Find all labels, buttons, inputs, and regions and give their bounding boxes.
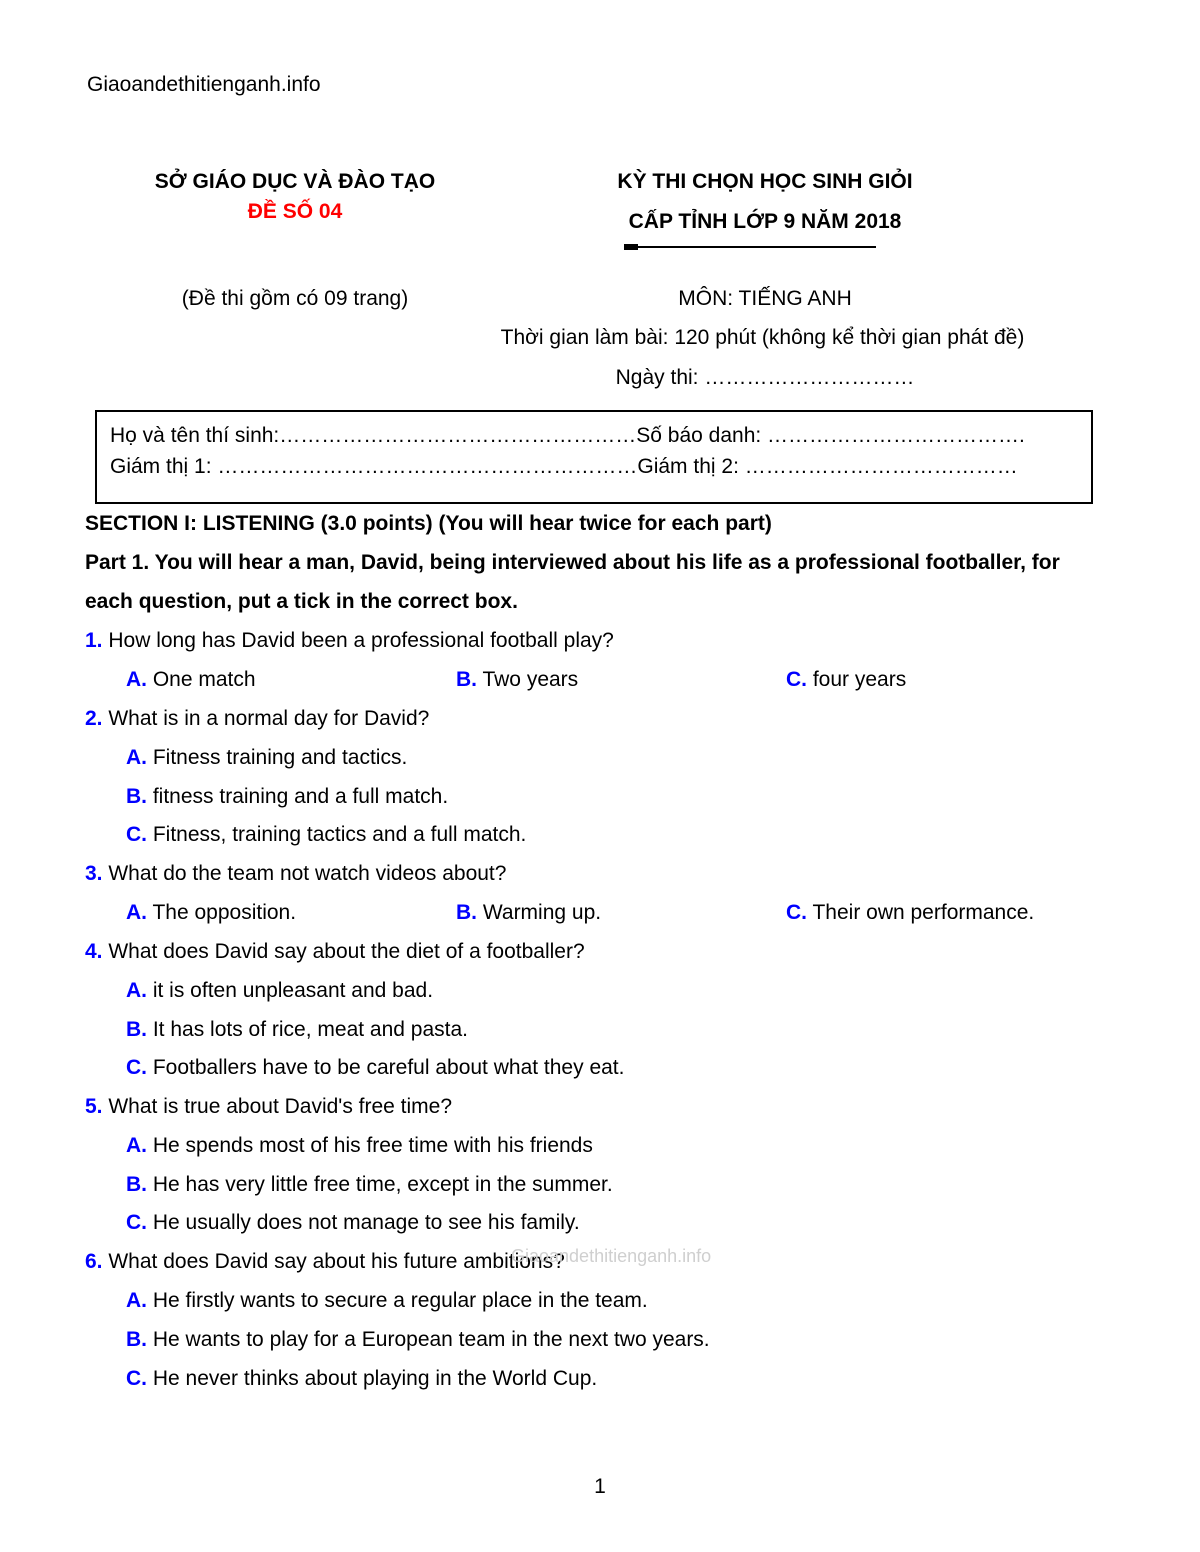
answer-option bbox=[456, 668, 578, 692]
question bbox=[85, 1095, 452, 1119]
question bbox=[85, 629, 614, 653]
option-letter: A. bbox=[126, 668, 147, 691]
option-text: He wants to play for a European team in the next two years. bbox=[152, 1328, 710, 1351]
question bbox=[85, 862, 506, 886]
answer-option bbox=[126, 1018, 468, 1042]
option-letter: C. bbox=[126, 1367, 147, 1390]
option-text: Their own performance. bbox=[812, 901, 1035, 924]
option-text: Fitness, training tactics and a full match. bbox=[152, 823, 527, 846]
question-number: 4. bbox=[85, 940, 103, 963]
question-number: 2. bbox=[85, 707, 103, 730]
option-letter: A. bbox=[126, 979, 147, 1002]
option-letter: A. bbox=[126, 1289, 147, 1312]
option-letter: B. bbox=[456, 901, 477, 924]
candidate-name-field: Họ và tên thí sinh:……………………………………………Số báo danh: ………………………………. bbox=[110, 424, 1025, 447]
option-letter: C. bbox=[126, 823, 147, 846]
option-letter: C. bbox=[126, 1211, 147, 1234]
answer-option bbox=[786, 668, 906, 692]
answer-option bbox=[126, 901, 296, 925]
answer-option bbox=[126, 1367, 597, 1391]
answer-option bbox=[456, 901, 601, 925]
answer-option bbox=[126, 785, 448, 809]
question-number: 1. bbox=[85, 629, 103, 652]
answer-option bbox=[786, 901, 1034, 925]
option-text: He spends most of his free time with his friends bbox=[152, 1134, 593, 1157]
exam-number: ĐỀ SỐ 04 bbox=[247, 200, 343, 223]
answer-option bbox=[126, 1211, 580, 1235]
answer-option bbox=[126, 668, 256, 692]
question-text: How long has David been a professional football play? bbox=[108, 629, 614, 652]
option-text: Fitness training and tactics. bbox=[152, 746, 408, 769]
option-text: One match bbox=[152, 668, 256, 691]
supervisor-field: Giám thị 1: ……………………………………………………Giám thị 2: ………………………………… bbox=[110, 455, 1018, 478]
exam-date: Ngày thi: ………………………… bbox=[615, 366, 915, 389]
exam-title-line-2: CẤP TỈNH LỚP 9 NĂM 2018 bbox=[628, 210, 902, 233]
option-text: He usually does not manage to see his family. bbox=[152, 1211, 580, 1234]
page-number: 1 bbox=[594, 1475, 606, 1498]
answer-option bbox=[126, 1173, 613, 1197]
question-text: What is in a normal day for David? bbox=[108, 707, 430, 730]
site-header: Giaoandethitienganh.info bbox=[87, 73, 321, 96]
answer-option bbox=[126, 1056, 624, 1080]
option-letter: C. bbox=[126, 1056, 147, 1079]
question-text: What do the team not watch videos about? bbox=[108, 862, 507, 885]
answer-option bbox=[126, 1134, 593, 1158]
option-text: Two years bbox=[482, 668, 579, 691]
question bbox=[85, 707, 429, 731]
answer-option bbox=[126, 1289, 648, 1313]
org-title: SỞ GIÁO DỤC VÀ ĐÀO TẠO bbox=[154, 170, 436, 193]
option-text: He never thinks about playing in the World Cup. bbox=[152, 1367, 598, 1390]
question-text: What does David say about the diet of a footballer? bbox=[108, 940, 585, 963]
answer-option bbox=[126, 746, 407, 770]
part-intro-line-1: Part 1. You will hear a man, David, being interviewed about his life as a professional footballer, for bbox=[85, 551, 1060, 574]
question-number: 3. bbox=[85, 862, 103, 885]
option-letter: C. bbox=[786, 901, 807, 924]
question-text: What does David say about his future ambitions? bbox=[108, 1250, 565, 1273]
answer-option bbox=[126, 979, 433, 1003]
title-underline-mark bbox=[624, 244, 638, 250]
question-number: 6. bbox=[85, 1250, 103, 1273]
option-letter: A. bbox=[126, 901, 147, 924]
option-letter: A. bbox=[126, 746, 147, 769]
title-underline bbox=[624, 246, 876, 248]
option-text: four years bbox=[812, 668, 907, 691]
page-count: (Đề thi gồm có 09 trang) bbox=[181, 287, 409, 310]
answer-option bbox=[126, 823, 526, 847]
option-letter: A. bbox=[126, 1134, 147, 1157]
option-letter: C. bbox=[786, 668, 807, 691]
section-title: SECTION I: LISTENING (3.0 points) (You will hear twice for each part) bbox=[85, 512, 772, 535]
option-letter: B. bbox=[126, 1328, 147, 1351]
option-text: The opposition. bbox=[152, 901, 297, 924]
question bbox=[85, 940, 585, 964]
option-letter: B. bbox=[456, 668, 477, 691]
question bbox=[85, 1250, 565, 1274]
option-text: He firstly wants to secure a regular place in the team. bbox=[152, 1289, 648, 1312]
option-letter: B. bbox=[126, 785, 147, 808]
answer-option bbox=[126, 1328, 710, 1352]
exam-title-line-1: KỲ THI CHỌN HỌC SINH GIỎI bbox=[617, 170, 913, 193]
watermark: Giaoandethitienganh.info bbox=[511, 1246, 712, 1266]
question-text: What is true about David's free time? bbox=[108, 1095, 453, 1118]
question-number: 5. bbox=[85, 1095, 103, 1118]
option-text: fitness training and a full match. bbox=[152, 785, 449, 808]
option-text: Footballers have to be careful about what they eat. bbox=[152, 1056, 625, 1079]
option-letter: B. bbox=[126, 1018, 147, 1041]
option-letter: B. bbox=[126, 1173, 147, 1196]
exam-subject: MÔN: TIẾNG ANH bbox=[678, 287, 852, 310]
option-text: Warming up. bbox=[482, 901, 602, 924]
option-text: it is often unpleasant and bad. bbox=[152, 979, 434, 1002]
option-text: It has lots of rice, meat and pasta. bbox=[152, 1018, 469, 1041]
option-text: He has very little free time, except in the summer. bbox=[152, 1173, 613, 1196]
exam-time: Thời gian làm bài: 120 phút (không kể thời gian phát đề) bbox=[500, 326, 1025, 349]
part-intro-line-2: each question, put a tick in the correct box. bbox=[85, 590, 518, 613]
